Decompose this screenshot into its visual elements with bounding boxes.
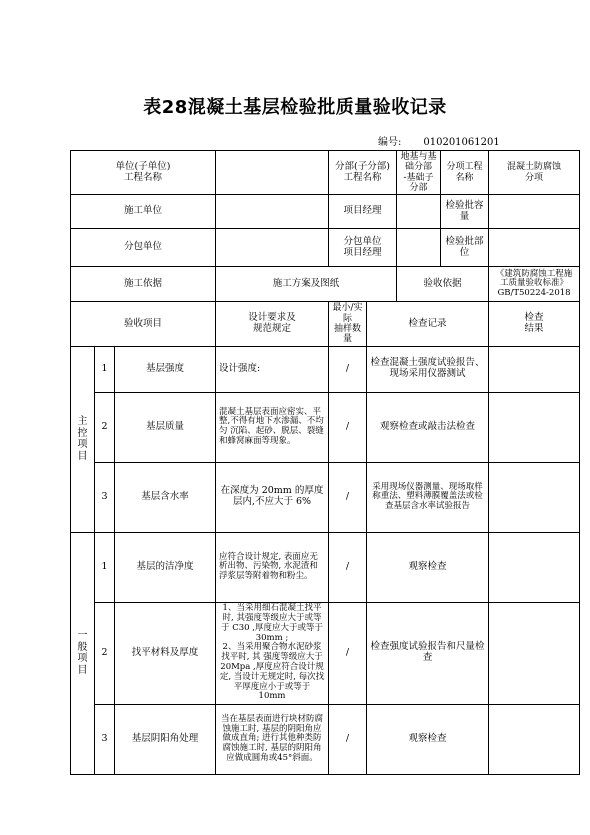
table-row <box>71 346 580 392</box>
capacity-value[interactable] <box>489 195 580 229</box>
check-record[interactable]: 观察检查 <box>367 704 489 774</box>
column-header-row <box>71 302 580 346</box>
subitem-label: 分项工程名称 <box>441 151 489 195</box>
record-number <box>378 133 500 148</box>
capacity-label: 检验批容量 <box>441 195 489 229</box>
constructor-value[interactable] <box>216 195 329 229</box>
check-record[interactable]: 采用现场仪器测量、现场取样称重法、塑料薄膜覆盖法或检查基层含水率试验报告 <box>367 462 489 532</box>
table-row <box>71 532 580 602</box>
check-record[interactable]: 检查混凝土强度试验报告、现场采用仪器测试 <box>367 346 489 392</box>
item-name: 基层含水率 <box>115 462 216 532</box>
constructor-label: 施工单位 <box>71 195 216 229</box>
col-record-header: 检查记录 <box>367 302 489 346</box>
row-number: 3 <box>95 704 115 774</box>
design-requirement: 应符合设计规定, 表面应无析出物、污染物, 水泥渣和浮浆层等附着物和粉尘。 <box>216 532 329 602</box>
item-name: 找平材料及厚度 <box>115 602 216 704</box>
accept-basis-value[interactable]: 《建筑防腐蚀工程施工质量验收标准》GB/T50224-2018 <box>489 267 580 302</box>
item-name: 基层强度 <box>115 346 216 392</box>
row-number: 2 <box>95 602 115 704</box>
row-number: 2 <box>95 392 115 462</box>
sample-count[interactable]: / <box>329 602 367 704</box>
record-number-label: 编号: <box>378 137 402 148</box>
item-name: 基层质量 <box>115 392 216 462</box>
table-row <box>71 392 580 462</box>
row-number: 1 <box>95 532 115 602</box>
unit-label: 单位(子单位) 工程名称 <box>71 151 216 195</box>
check-result[interactable] <box>489 392 580 462</box>
item-name: 基层阴阳角处理 <box>115 704 216 774</box>
header-row-1 <box>71 151 580 195</box>
col-item-header: 验收项目 <box>71 302 216 346</box>
pm-label: 项目经理 <box>329 195 397 229</box>
check-result[interactable] <box>489 704 580 774</box>
item-name: 基层的洁净度 <box>115 532 216 602</box>
header-row-3 <box>71 229 580 267</box>
design-requirement: 当在基层表面进行块材防腐蚀施工时, 基层的阴阳角应做成直角; 进行其他种类防腐蚀施工时, 基层的阴阳角应做成圆角或45°斜面。 <box>216 704 329 774</box>
check-result[interactable] <box>489 602 580 704</box>
subcontractor-label: 分包单位 <box>71 229 216 267</box>
check-record[interactable]: 观察检查 <box>367 532 489 602</box>
sample-count[interactable]: / <box>329 532 367 602</box>
design-requirement: 1、当采用细石混凝土找平时, 其强度等级应大于或等于 C30 ,厚度应大于或等于 30mm ; 2、当采用聚合物水泥砂浆找平时, 其 强度等级应大于 20Mpa ,厚度应符合设计规定, 当设计无规定时, 每次找平厚度应小于或等于 10mm <box>216 602 329 704</box>
subcontractor-value[interactable] <box>216 229 329 267</box>
check-result[interactable] <box>489 462 580 532</box>
check-record[interactable]: 观察检查或敲击法检查 <box>367 392 489 462</box>
location-label: 检验批部位 <box>441 229 489 267</box>
header-row-2 <box>71 195 580 229</box>
location-value[interactable] <box>489 229 580 267</box>
acceptance-form <box>70 150 580 775</box>
sample-count[interactable]: / <box>329 346 367 392</box>
table-row <box>71 462 580 532</box>
col-result-header: 检查 结果 <box>489 302 580 346</box>
row-number: 3 <box>95 462 115 532</box>
table-row <box>71 602 580 704</box>
record-number-value: 010201061201 <box>423 137 500 148</box>
pm-value[interactable] <box>397 195 441 229</box>
col-sample-header: 最小/实际 抽样数量 <box>329 302 367 346</box>
sample-count[interactable]: / <box>329 462 367 532</box>
subitem-value[interactable]: 混凝土防腐蚀 分项 <box>489 151 580 195</box>
sample-count[interactable]: / <box>329 704 367 774</box>
design-requirement: 在深度为 20mm 的厚度层内,不应大于 6% <box>216 462 329 532</box>
header-row-4 <box>71 267 580 302</box>
check-result[interactable] <box>489 346 580 392</box>
check-record[interactable]: 检查强度试验报告和尺量检查 <box>367 602 489 704</box>
basis-value[interactable]: 施工方案及图纸 <box>216 267 397 302</box>
sample-count[interactable]: / <box>329 392 367 462</box>
basis-label: 施工依据 <box>71 267 216 302</box>
accept-basis-label: 验收依据 <box>397 267 489 302</box>
check-result[interactable] <box>489 532 580 602</box>
table-row <box>71 704 580 774</box>
sub-pm-value[interactable] <box>397 229 441 267</box>
design-requirement: 设计强度: <box>216 346 329 392</box>
general-items-label: 一 般 项 目 <box>71 532 95 774</box>
row-number: 1 <box>95 346 115 392</box>
design-requirement: 混凝土基层表面应密实、平整,不得有地下水渗漏、不均匀 沉陷、起砂、脱层、裂缝和蜂窝麻面等现象。 <box>216 392 329 462</box>
unit-value[interactable] <box>216 151 329 195</box>
division-value[interactable]: 地基与基础分部 -基础子分部 <box>397 151 441 195</box>
col-design-header: 设计要求及 规范规定 <box>216 302 329 346</box>
main-items-label: 主 控 项 目 <box>71 346 95 532</box>
sub-pm-label: 分包单位 项目经理 <box>329 229 397 267</box>
division-label: 分部(子分部) 工程名称 <box>329 151 397 195</box>
page-title: 表28混凝土基层检验批质量验收记录 <box>143 97 447 118</box>
